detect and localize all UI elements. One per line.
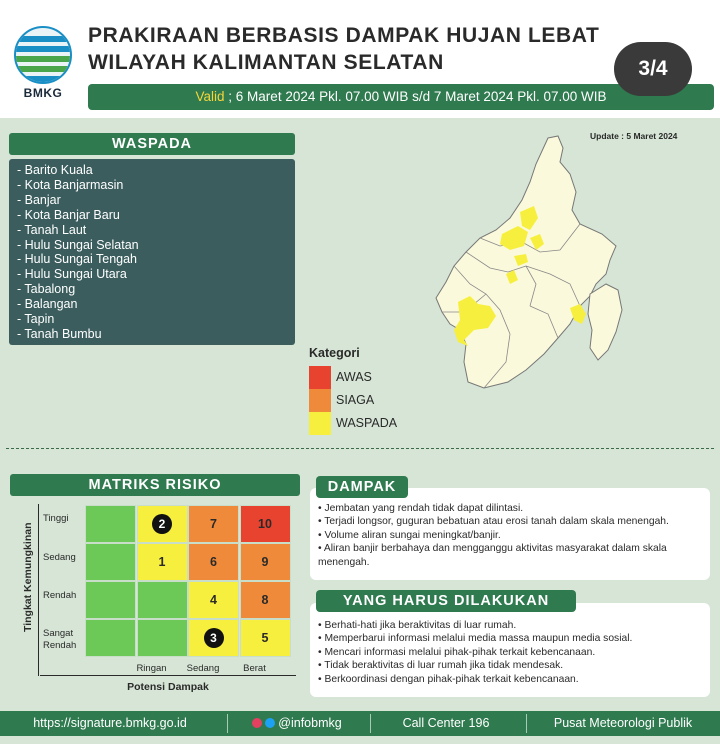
matrix-cell-value: 5 <box>261 631 269 645</box>
valid-period-bar <box>88 84 714 110</box>
legend-swatch <box>309 412 331 435</box>
waspada-region-item: - Tabalong <box>17 282 76 297</box>
matrix-cell <box>240 581 291 619</box>
footer-social[interactable] <box>232 711 362 736</box>
legend-label: SIAGA <box>336 393 375 407</box>
title-line-2: WILAYAH KALIMANTAN SELATAN <box>88 51 444 74</box>
waspada-region-item: - Hulu Sungai Tengah <box>17 252 137 267</box>
matrix-cell-selected-value: 2 <box>152 514 172 534</box>
waspada-region-item: - Tapin <box>17 312 55 327</box>
instagram-icon <box>252 718 262 728</box>
twitter-icon <box>265 718 275 728</box>
matrix-cell <box>188 543 239 581</box>
section-divider <box>6 448 714 449</box>
footer-separator <box>526 714 527 733</box>
legend-label: AWAS <box>336 370 372 384</box>
action-list <box>318 619 704 686</box>
dampak-list <box>318 502 704 569</box>
legend-swatch <box>309 389 331 412</box>
matrix-x-tick: Berat <box>243 663 266 674</box>
matrix-cell <box>188 505 239 543</box>
dampak-box <box>310 488 710 580</box>
footer-org: Pusat Meteorologi Publik <box>553 716 693 730</box>
matrix-cell-value: 4 <box>210 593 217 607</box>
matrix-y-tick: Rendah <box>43 590 77 601</box>
list-item: • Berkoordinasi dengan pihak-pihak terkait kebencanaan. <box>318 673 704 686</box>
waspada-region-item: - Hulu Sungai Selatan <box>17 237 139 252</box>
waspada-region-item: - Kota Banjarmasin <box>17 177 124 192</box>
list-item: • Aliran banjir berbahaya dan mengganggu aktivitas masyarakat dalam skala menengah. <box>318 542 704 569</box>
list-item: • Terjadi longsor, guguran bebatuan atau erosi tanah dalam skala menengah. <box>318 515 704 528</box>
footer-social-text: @infobmkg <box>278 716 342 730</box>
matrix-y-axis <box>38 504 39 676</box>
matrix-cell-selected-value: 3 <box>204 628 224 648</box>
matrix-x-axis <box>40 675 296 676</box>
waspada-region-item: - Balangan <box>17 297 78 312</box>
matrix-cell-value: 10 <box>258 517 272 531</box>
matrix-y-tick: Sedang <box>43 552 76 563</box>
footer-call-center[interactable]: Call Center 196 <box>402 716 490 730</box>
matrix-cell-value: 7 <box>210 517 217 531</box>
waspada-region-item: - Kota Banjar Baru <box>17 207 120 222</box>
matrix-cell <box>85 505 136 543</box>
waspada-region-list <box>9 159 295 345</box>
matrix-cell <box>137 619 188 657</box>
list-item: • Berhati-hati jika beraktivitas di luar rumah. <box>318 619 704 632</box>
list-item: • Mencari informasi melalui pihak-pihak terkait kebencanaan. <box>318 646 704 659</box>
legend-label: WASPADA <box>336 416 398 430</box>
footer-website[interactable]: https://signature.bmkg.go.id <box>33 716 187 730</box>
matrix-cell-value: 1 <box>158 555 166 569</box>
title-line-1: PRAKIRAAN BERBASIS DAMPAK HUJAN LEBAT <box>88 24 600 47</box>
waspada-title: WASPADA <box>9 133 295 155</box>
matrix-y-label: Tingkat Kemungkinan <box>22 522 34 632</box>
list-item: • Memperbarui informasi melalui media massa maupun media sosial. <box>318 632 704 645</box>
page-title <box>88 22 599 76</box>
waspada-region-item: - Tanah Laut <box>17 222 87 237</box>
matrix-cell <box>188 619 239 657</box>
dampak-title: DAMPAK <box>316 476 408 498</box>
waspada-region-item: - Barito Kuala <box>17 163 93 177</box>
list-item: • Jembatan yang rendah tidak dapat dilintasi. <box>318 502 704 515</box>
valid-text: ; 6 Maret 2024 Pkl. 07.00 WIB s/d 7 Maret 2024 Pkl. 07.00 WIB <box>224 89 607 104</box>
kalsel-map <box>430 134 630 390</box>
list-item: • Tidak beraktivitas di luar rumah jika tidak mendesak. <box>318 659 704 672</box>
list-item: • Volume aliran sungai meningkat/banjir. <box>318 529 704 542</box>
matrix-cell-value: 6 <box>210 555 217 569</box>
matrix-x-tick: Sedang <box>186 663 220 674</box>
matrix-cell <box>137 581 188 619</box>
matrix-cell <box>85 543 136 581</box>
matrix-cell <box>137 505 188 543</box>
waspada-region-item: - Tanah Bumbu <box>17 326 102 341</box>
logo-text: BMKG <box>23 86 63 100</box>
waspada-region-item: - Banjar <box>17 192 61 207</box>
matrix-y-tick: Tinggi <box>43 513 69 524</box>
matrix-cell-value: 8 <box>261 593 269 607</box>
waspada-region-item: - Hulu Sungai Utara <box>17 267 127 282</box>
update-date: Update : 5 Maret 2024 <box>590 131 678 141</box>
matrix-cell <box>85 619 136 657</box>
valid-label: Valid <box>195 89 225 104</box>
footer <box>0 711 720 736</box>
matrix-cell <box>85 581 136 619</box>
bmkg-logo <box>14 26 72 104</box>
action-title: YANG HARUS DILAKUKAN <box>316 590 576 612</box>
footer-separator <box>227 714 228 733</box>
bmkg-emblem-icon <box>14 26 72 84</box>
matrix-title: MATRIKS RISIKO <box>10 474 300 496</box>
matrix-y-tick: Sangat Rendah <box>43 628 77 651</box>
matrix-cell-value: 9 <box>261 555 269 569</box>
matrix-cell <box>240 543 291 581</box>
matrix-x-label: Potensi Dampak <box>127 681 209 693</box>
matrix-cell <box>137 543 188 581</box>
legend-title: Kategori <box>309 346 360 360</box>
pulau-laut-shape <box>588 284 622 360</box>
risk-matrix-grid <box>85 505 291 657</box>
matrix-cell <box>240 505 291 543</box>
header <box>0 0 720 118</box>
matrix-x-tick: Ringan <box>136 663 167 674</box>
page-counter[interactable]: 3/4 <box>614 42 692 96</box>
legend-swatch <box>309 366 331 389</box>
matrix-cell <box>188 581 239 619</box>
footer-separator <box>370 714 371 733</box>
matrix-cell <box>240 619 291 657</box>
action-box <box>310 603 710 697</box>
